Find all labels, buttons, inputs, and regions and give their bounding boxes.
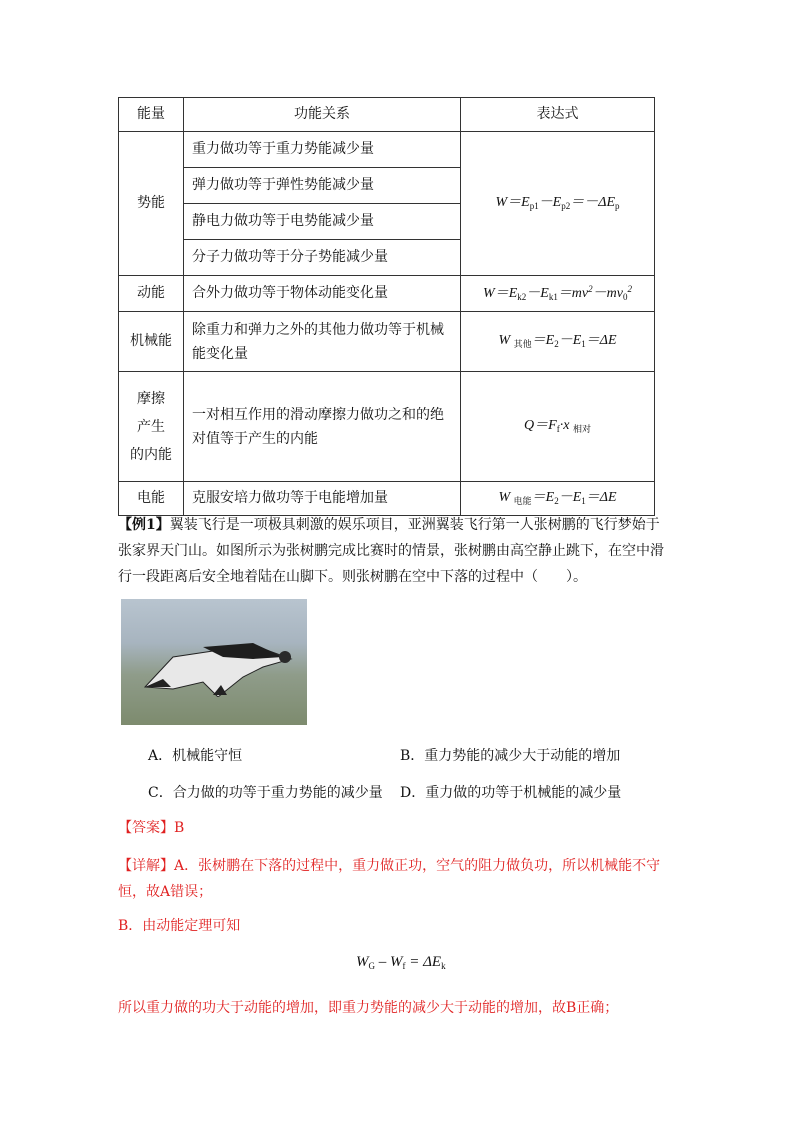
row-label-potential: 势能: [119, 132, 184, 276]
relation-gravity: 重力做功等于重力势能减少量: [184, 132, 460, 168]
table-row-friction: [119, 372, 655, 482]
row-label-kinetic: 动能: [119, 276, 184, 312]
relation-mechanical: 除重力和弹力之外的其他力做功等于机械 能变化量: [184, 312, 461, 372]
table-row-electric: [119, 482, 655, 516]
relation-friction: 一对相互作用的滑动摩擦力做功之和的绝 对值等于产生的内能: [184, 372, 461, 482]
expr-kinetic: $W=E_{k2}-E_{k1}=mv^2-mv_0^2$: [461, 276, 655, 312]
relation-elastic: 弹力做功等于弹性势能减少量: [184, 168, 460, 204]
row-label-mechanical: 机械能: [119, 312, 184, 372]
option-d[interactable]: D．重力做的功等于机械能的减少量: [400, 785, 622, 801]
table-row-kinetic: [119, 276, 655, 312]
example-tag: 【例1】: [118, 517, 170, 533]
header-relation: 功能关系: [184, 98, 461, 132]
table-row-potential: [119, 132, 655, 276]
option-c[interactable]: C．合力做的功等于重力势能的减少量: [148, 785, 383, 801]
detail-b-conclusion: 所以重力做的功大于动能的增加，即重力势能的减少大于动能的增加，故B正确；: [118, 1000, 619, 1016]
relation-electric: 克服安培力做功等于电能增加量: [184, 482, 461, 516]
option-b[interactable]: B．重力势能的减少大于动能的增加: [400, 748, 621, 764]
row-label-friction: 摩擦 产生 的内能: [119, 372, 184, 482]
answer-line: 【答案】B: [118, 820, 185, 836]
table-header-row: [119, 98, 655, 132]
detail-section: 【详解】A．张树鹏在下落的过程中，重力做正功，空气的阻力做负功，所以机械能不守 恒，故A错误；: [118, 858, 661, 900]
option-a[interactable]: A．机械能守恒: [148, 748, 243, 764]
wingsuit-photo: [121, 599, 307, 725]
header-expression: 表达式: [461, 98, 655, 132]
relation-kinetic: 合外力做功等于物体动能变化量: [184, 276, 461, 312]
expr-potential: $W=E_{p1}-E_{p2}=-\Delta E_p$: [461, 132, 655, 276]
expr-friction: $Q=F_f\cdot x$ $_{相对}$: [461, 372, 655, 482]
header-energy: 能量: [119, 98, 184, 132]
expr-mechanical: W $_{其他}=E_2-E_1=\Delta E$: [461, 312, 655, 372]
row-label-electric: 电能: [119, 482, 184, 516]
energy-relation-table: [118, 97, 655, 516]
work-energy-formula: $W_G - W_f = \Delta E_k$: [356, 954, 446, 971]
table-row-mechanical: [119, 312, 655, 372]
expr-electric: W $_{电能}=E_2-E_1=\Delta E$: [461, 482, 655, 516]
example-question: 【例1】翼装飞行是一项极具刺激的娱乐项目，亚洲翼装飞行第一人张树鹏的飞行梦始于 张家界天门山。如图所示为张树鹏完成比赛时的情景，张树鹏由高空静止跳下，在空中滑 行一段距离后安全地着陆在山脚下。则张树鹏在空中下落的过程中（ ）。: [118, 517, 664, 585]
detail-b-intro: B．由动能定理可知: [118, 918, 241, 934]
relation-molecular: 分子力做功等于分子势能减少量: [192, 249, 388, 266]
wingsuit-figure: [143, 637, 293, 697]
potential-relations-cell: [184, 132, 461, 276]
relation-electrostatic: 静电力做功等于电势能减少量: [184, 204, 460, 240]
